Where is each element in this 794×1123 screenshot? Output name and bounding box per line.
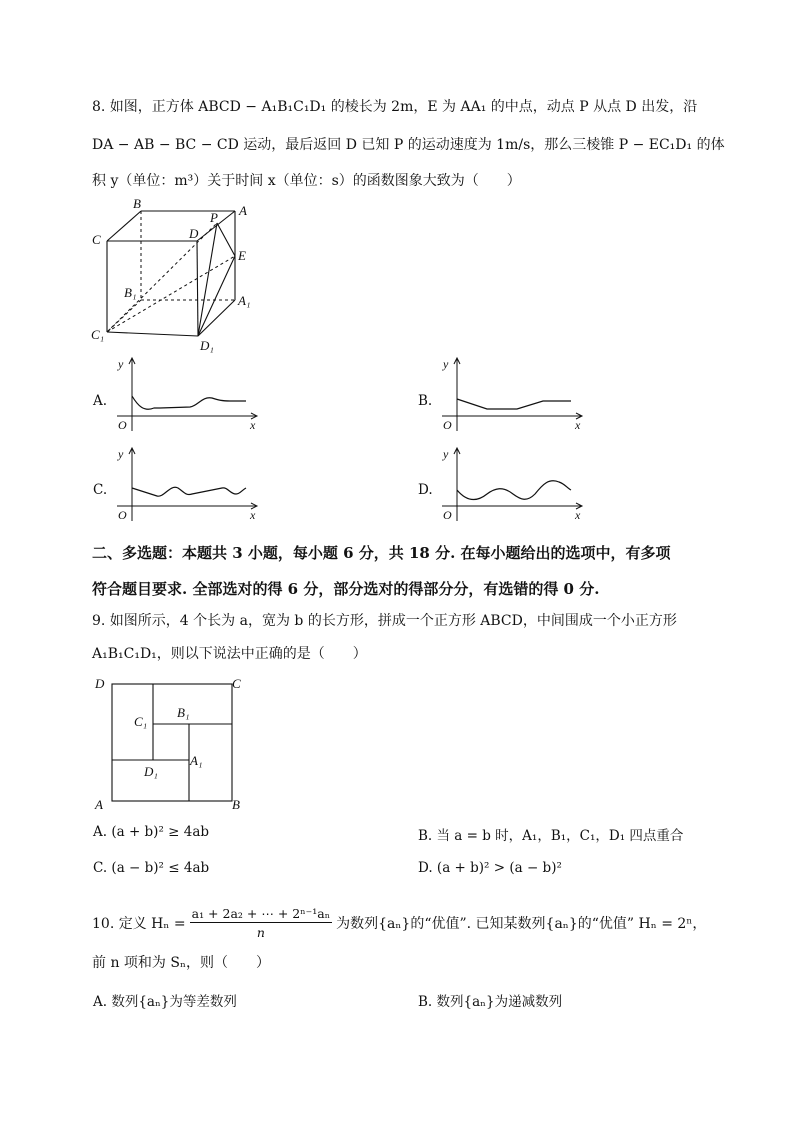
cube-label-a1: A₁ [238, 293, 251, 308]
q8-d-y-label: y [443, 447, 449, 461]
square-label-b1: B₁ [177, 705, 190, 720]
square-label-c: C [232, 676, 241, 691]
q8-option-b-letter[interactable]: B. [418, 393, 433, 409]
q8-line-2: DA − AB − BC − CD 运动，最后返回 D 已知 P 的运动速度为 1m/s，那么三棱锥 P − EC₁D₁ 的体 [92, 137, 725, 153]
q10-option-b[interactable]: B. 数列{aₙ}为递减数列 [418, 994, 563, 1010]
square-label-d1: D₁ [144, 764, 158, 779]
q8-option-a-letter[interactable]: A. [93, 393, 108, 409]
q8-option-c-graph[interactable] [112, 446, 262, 526]
square-label-d: D [95, 676, 105, 691]
square-figure [92, 672, 252, 812]
q8-c-x-label: x [250, 508, 256, 522]
section-2-heading-line-2: 符合题目要求. 全部选对的得 6 分，部分选对的得部分分，有选错的得 0 分. [92, 580, 600, 598]
cube-label-c: C [92, 232, 101, 247]
cube-label-c1: C₁ [91, 327, 105, 342]
square-label-c1: C₁ [134, 714, 148, 729]
q9-option-b[interactable]: B. 当 a = b 时，A₁，B₁，C₁，D₁ 四点重合 [418, 828, 684, 844]
q9-line-2: A₁B₁C₁D₁，则以下说法中正确的是（ ） [92, 646, 367, 662]
q8-c-origin: O [118, 508, 127, 522]
q8-d-x-label: x [575, 508, 581, 522]
q9-option-c[interactable]: C. (a − b)² ≤ 4ab [93, 860, 210, 876]
q10-numerator: a₁ + 2a₂ + ⋯ + 2ⁿ⁻¹aₙ [191, 906, 331, 921]
q8-b-origin: O [443, 418, 452, 432]
q9-option-d[interactable]: D. (a + b)² > (a − b)² [418, 860, 562, 876]
cube-label-p: P [210, 210, 218, 225]
q8-option-c-letter[interactable]: C. [93, 482, 108, 498]
q8-b-y-label: y [443, 357, 449, 371]
q8-a-y-label: y [118, 357, 124, 371]
cube-label-d: D [189, 226, 199, 241]
q8-a-x-label: x [250, 418, 256, 432]
q8-option-d-letter[interactable]: D. [418, 482, 433, 498]
cube-label-b1: B₁ [124, 285, 137, 300]
q10-denominator: n [256, 925, 265, 940]
q10-fraction [190, 906, 332, 940]
cube-label-a: A [239, 203, 247, 218]
cube-figure [88, 196, 268, 356]
q10-prefix: 10. 定义 Hₙ = [92, 916, 186, 932]
q8-option-d-graph[interactable] [437, 446, 587, 526]
q8-line-3: 积 y（单位：m³）关于时间 x（单位：s）的函数图象大致为（ ） [92, 173, 521, 189]
q9-line-1: 9. 如图所示，4 个长为 a，宽为 b 的长方形，拼成一个正方形 ABCD，中间围成一个小正方形 [92, 613, 677, 629]
q8-option-a-graph[interactable] [112, 356, 262, 436]
square-label-a: A [95, 797, 103, 812]
section-2-heading-line-1: 二、多选题：本题共 3 小题，每小题 6 分，共 18 分. 在每小题给出的选项中，有多项 [92, 544, 671, 562]
cube-label-d1: D₁ [200, 338, 214, 353]
q10-suffix: 为数列{aₙ}的“优值”. 已知某数列{aₙ}的“优值” Hₙ = 2ⁿ， [336, 916, 707, 932]
square-label-b: B [232, 797, 240, 812]
q10-option-a[interactable]: A. 数列{aₙ}为等差数列 [93, 994, 237, 1010]
q8-b-x-label: x [575, 418, 581, 432]
square-label-a1: A₁ [190, 753, 203, 768]
q8-d-origin: O [443, 508, 452, 522]
q8-a-origin: O [118, 418, 127, 432]
q10-line-2: 前 n 项和为 Sₙ，则（ ） [92, 955, 271, 971]
q8-c-y-label: y [118, 447, 124, 461]
q10-line-1 [92, 900, 706, 946]
q8-line-1: 8. 如图，正方体 ABCD − A₁B₁C₁D₁ 的棱长为 2m，E 为 AA₁ 的中点，动点 P 从点 D 出发，沿 [92, 99, 698, 115]
q8-option-b-graph[interactable] [437, 356, 587, 436]
q9-option-a[interactable]: A. (a + b)² ≥ 4ab [93, 824, 210, 840]
cube-label-b: B [133, 196, 141, 211]
cube-label-e: E [238, 248, 246, 263]
